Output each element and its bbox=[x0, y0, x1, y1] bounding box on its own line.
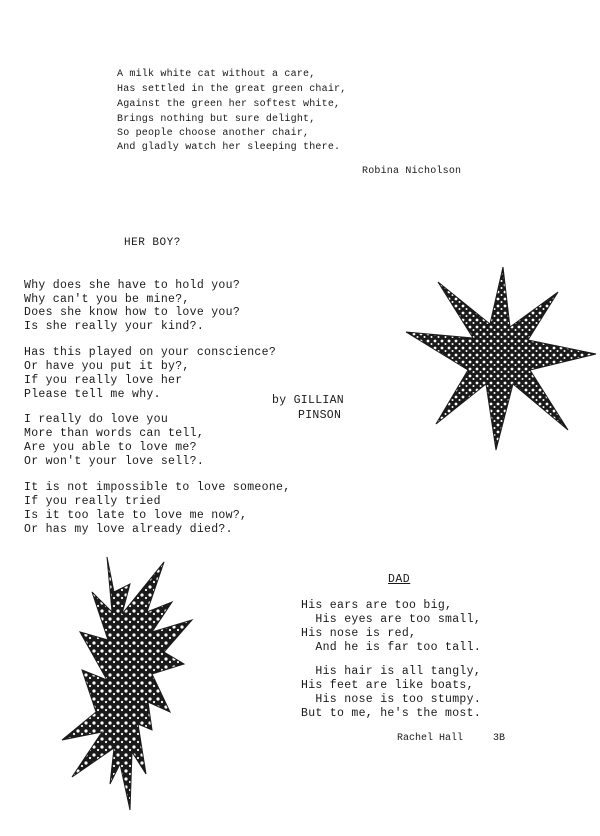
poem-line: His hair is all tangly, bbox=[301, 665, 482, 678]
poem-line: Are you able to love me? bbox=[24, 441, 197, 454]
form-label: 3B bbox=[493, 733, 506, 744]
poem-line: I really do love you bbox=[24, 413, 169, 426]
poem-line: His ears are too big, bbox=[301, 599, 453, 612]
poem-line: Or have you put it by?, bbox=[24, 360, 190, 373]
poem-line: Brings nothing but sure delight, bbox=[117, 114, 316, 125]
poem-line: Does she know how to love you? bbox=[24, 306, 241, 319]
poem-line: Or won't your love sell?. bbox=[24, 455, 205, 468]
poem-author-surname: PINSON bbox=[298, 409, 342, 422]
poem-line: And gladly watch her sleeping there. bbox=[117, 142, 341, 153]
poem-line: But to me, he's the most. bbox=[301, 707, 482, 720]
poem-line: So people choose another chair, bbox=[117, 128, 310, 139]
poem-author: Rachel Hall bbox=[397, 733, 464, 744]
poem-line: Please tell me why. bbox=[24, 388, 161, 401]
poem-line: It is not impossible to love someone, bbox=[24, 481, 291, 494]
poem-line: His nose is red, bbox=[301, 627, 417, 640]
poem-line: Or has my love already died?. bbox=[24, 523, 233, 536]
poem-line: His feet are like boats, bbox=[301, 679, 474, 692]
poem-line: And he is far too tall. bbox=[301, 641, 482, 654]
poem-line: Why can't you be mine?, bbox=[24, 293, 190, 306]
poem-title: HER BOY? bbox=[124, 237, 181, 249]
poem-author-by: by GILLIAN bbox=[272, 394, 345, 407]
star-stencil-icon bbox=[398, 262, 598, 452]
poem-line: Against the green her softest white, bbox=[117, 99, 341, 110]
poem-line: Has this played on your conscience? bbox=[24, 346, 277, 359]
poem-author: Robina Nicholson bbox=[362, 166, 462, 177]
poem-line: Is it too late to love me now?, bbox=[24, 509, 248, 522]
leaf-stencil-icon bbox=[52, 552, 212, 814]
poem-line: Why does she have to hold you? bbox=[24, 279, 241, 292]
poem-line: A milk white cat without a care, bbox=[117, 69, 316, 80]
poem-line: His eyes are too small, bbox=[301, 613, 482, 626]
poem-line: If you really tried bbox=[24, 495, 161, 508]
poem-line: His nose is too stumpy. bbox=[301, 693, 482, 706]
poem-title: DAD bbox=[388, 573, 411, 586]
poem-line: More than words can tell, bbox=[24, 427, 205, 440]
poem-line: Has settled in the great green chair, bbox=[117, 84, 347, 95]
poem-line: Is she really your kind?. bbox=[24, 320, 205, 333]
poem-line: If you really love her bbox=[24, 374, 183, 387]
